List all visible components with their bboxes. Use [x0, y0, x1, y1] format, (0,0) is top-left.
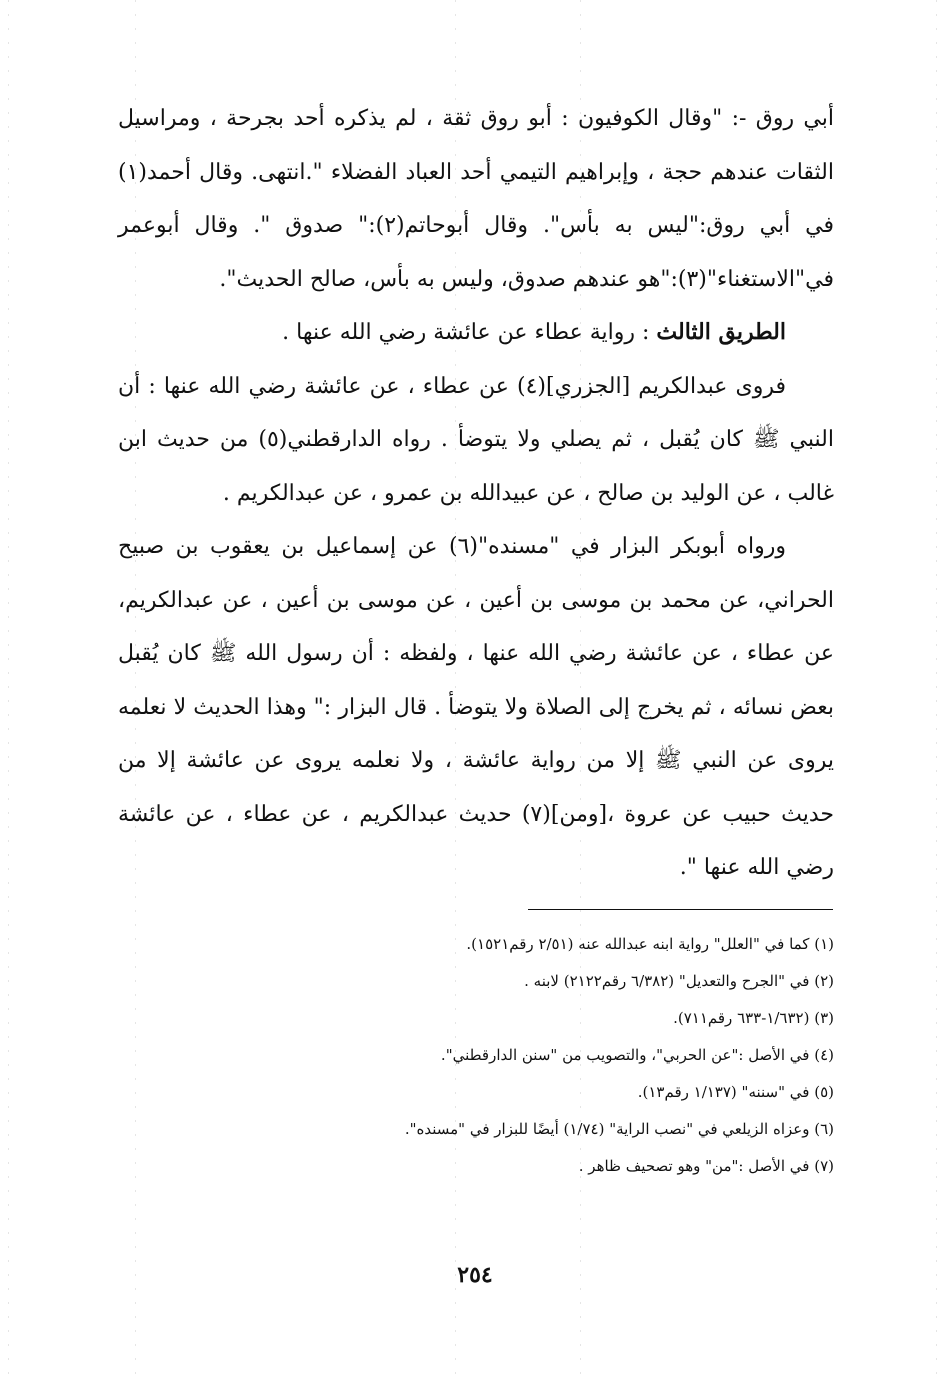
section-heading-rest: : رواية عطاء عن عائشة رضي الله عنها .: [282, 320, 657, 345]
footnote-7: (٧) في الأصل :"من" وهو تصحيف ظاهر .: [578, 1157, 834, 1175]
footnote-3: (٣) (١/٦٣٢-٦٣٣ رقم٧١١).: [673, 1009, 834, 1027]
footnote-1: (١) كما في "العلل" رواية ابنه عبدالله عنه (٢/٥١ رقم١٥٢١).: [466, 935, 834, 953]
footnote-4: (٤) في الأصل :"عن الحربي"، والتصويب من "سنن الدارقطني".: [440, 1046, 834, 1064]
main-text: [118, 92, 834, 895]
footnote-5: (٥) في "سننه" (١/١٣٧ رقم١٣).: [637, 1083, 834, 1101]
section-heading: الطريق الثالث: [656, 319, 786, 345]
section-heading-line: [118, 306, 834, 360]
paragraph-2: فروى عبدالكريم [الجزري](٤) عن عطاء ، عن عائشة رضي الله عنها : أن النبي ﷺ كان يُقبل ، ثم يصلي ولا يتوضأ . رواه الدارقطني(٥) من حديث ابن غالب ، عن الوليد بن صالح ، عن عبيدالله بن عمرو ، عن عبدالكريم .: [118, 373, 834, 506]
paragraph-1: أبي روق -: "وقال الكوفيون : أبو روق ثقة ، لم يذكره أحد بجرحة ، ومراسيل الثقات عندهم حجة ، وإبراهيم التيمي أحد العباد الفضلاء ".انتهى. وقال أحمد(١) في أبي روق:"ليس به بأس". وقال أبوحاتم(٢):" صدوق ". وقال أبوعمر في"الاستغناء"(٣):"هو عندهم صدوق، وليس به بأس، صالح الحديث".: [118, 106, 834, 292]
page-number: ٢٥٤: [457, 1262, 493, 1288]
footnote-2: (٢) في "الجرح والتعديل" (٦/٣٨٢ رقم٢١٢٢) لابنه .: [524, 972, 834, 990]
footnotes: [300, 926, 834, 1185]
footnote-6: (٦) وعزاه الزيلعي في "نصب الراية" (١/٧٤) أيضًا للبزار في "مسنده".: [404, 1120, 834, 1138]
paragraph-3: ورواه أبوبكر البزار في "مسنده"(٦) عن إسماعيل بن يعقوب بن صبيح الحراني، عن محمد بن موسى بن أعين ، عن موسى بن أعين ، عن عبدالكريم، عن عطاء ، عن عائشة رضي الله عنها ، ولفظه : أن رسول الله ﷺ كان يُقبل بعض نسائه ، ثم يخرج إلى الصلاة ولا يتوضأ . قال البزار :" وهذا الحديث لا نعلمه يروى عن النبي ﷺ إلا من رواية عائشة ، ولا نعلمه يروى عن عائشة إلا من حديث حبيب عن عروة ،[ومن](٧) حديث عبدالكريم ، عن عطاء ، عن عائشة رضي الله عنها ".: [118, 534, 834, 880]
footnote-separator: [528, 909, 833, 910]
